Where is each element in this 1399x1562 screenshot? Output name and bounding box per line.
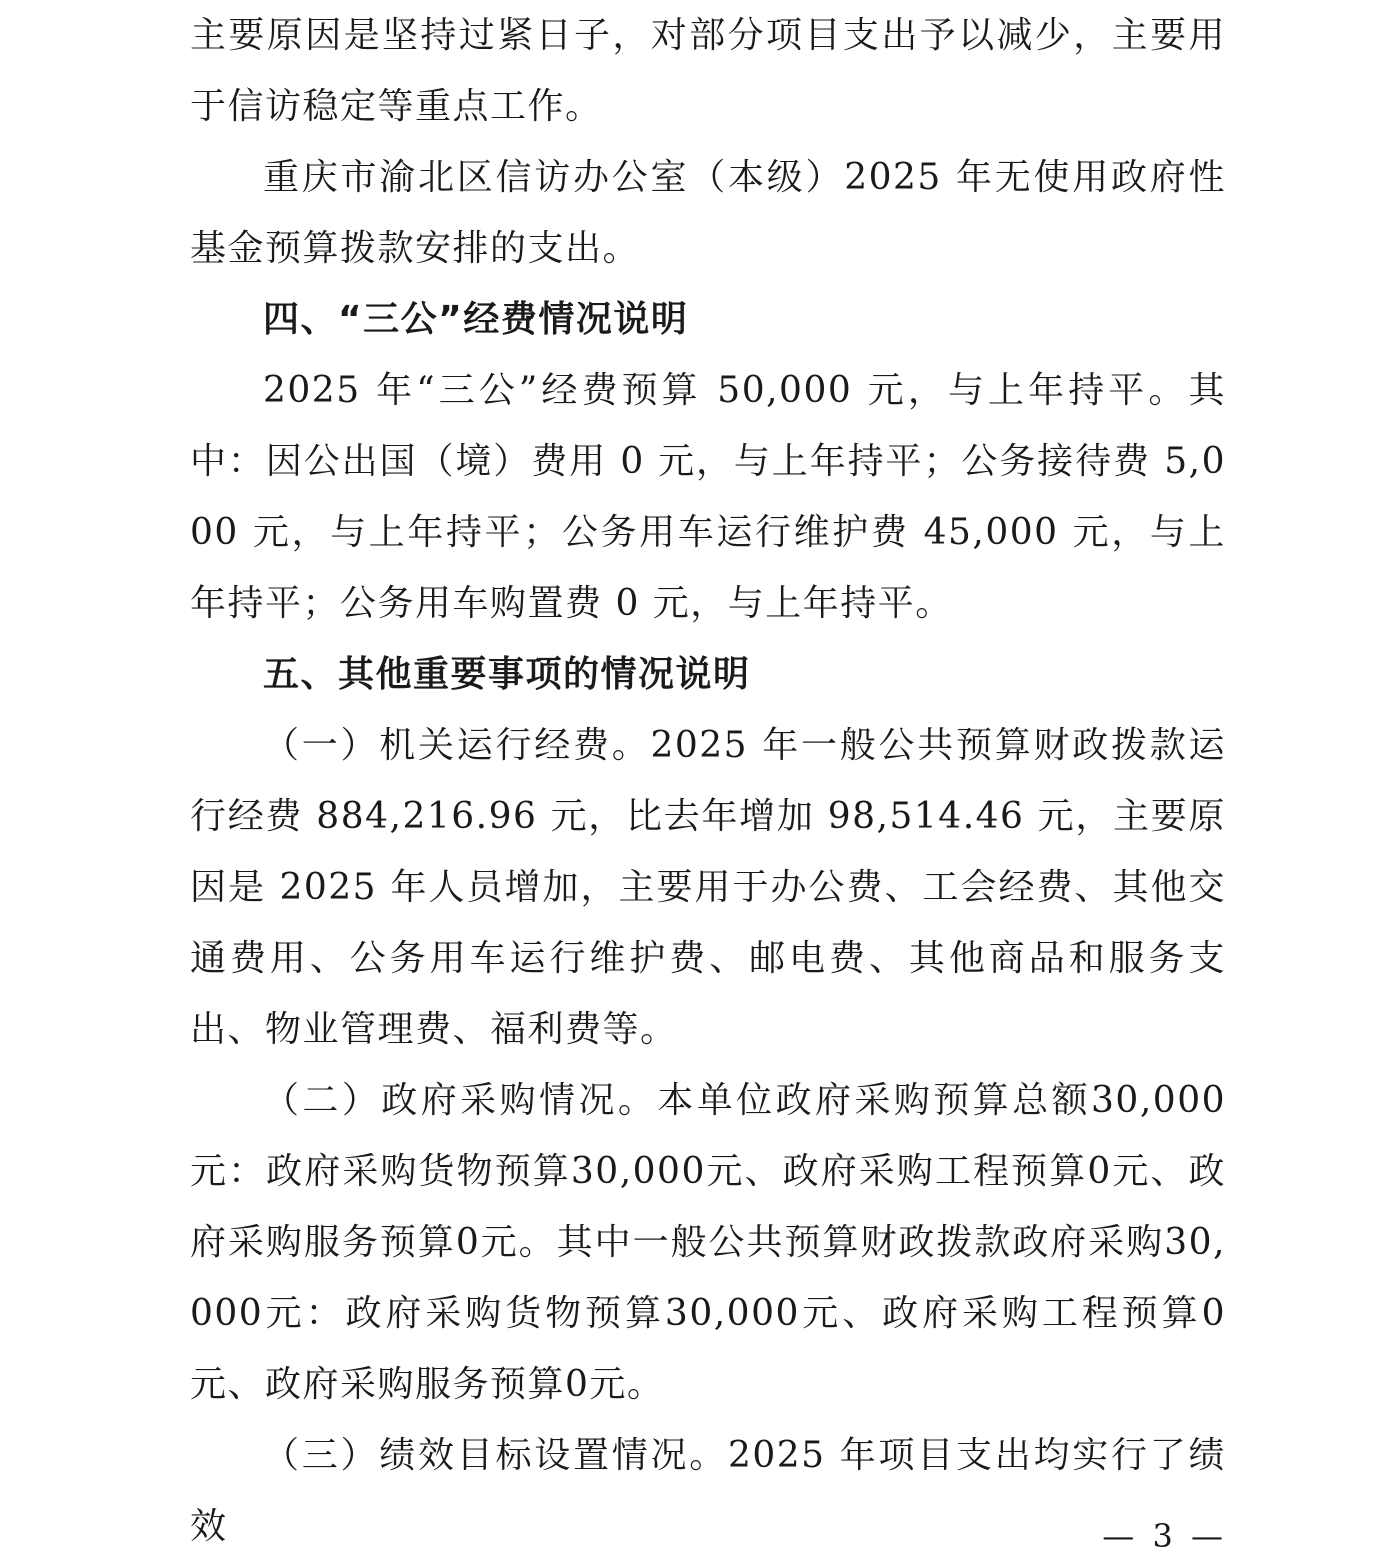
paragraph-three-public-funds: 2025 年“三公”经费预算 50,000 元，与上年持平。其中：因公出国（境）费用 0 元，与上年持平；公务接待费 5,000 元，与上年持平；公务用车运行维护费 45,000 元，与上年持平；公务用车购置费 0 元，与上年持平。	[190, 370, 1226, 624]
paragraph-continuation: 主要原因是坚持过紧日子，对部分项目支出予以减少，主要用于信访稳定等重点工作。	[190, 15, 1226, 127]
document-body	[190, 0, 1226, 1562]
paragraph-fund-budget: 重庆市渝北区信访办公室（本级）2025 年无使用政府性基金预算拨款安排的支出。	[190, 157, 1226, 269]
paragraph-operating-funds: （一）机关运行经费。2025 年一般公共预算财政拨款运行经费 884,216.96 元，比去年增加 98,514.46 元，主要原因是 2025 年人员增加，主要用于办公费、工会经费、其他交通费用、公务用车运行维护费、邮电费、其他商品和服务支出、物业管理费、福利费等。	[190, 725, 1226, 1050]
paragraph-government-procurement: （二）政府采购情况。本单位政府采购预算总额30,000元：政府采购货物预算30,000元、政府采购工程预算0元、政府采购服务预算0元。其中一般公共预算财政拨款政府采购30,000元：政府采购货物预算30,000元、政府采购工程预算0元、政府采购服务预算0元。	[190, 1080, 1226, 1405]
paragraph-performance-targets: （三）绩效目标设置情况。2025 年项目支出均实行了绩效	[190, 1435, 1226, 1547]
page-number: — 3 —	[1102, 1517, 1227, 1555]
section-heading-other-matters: 五、其他重要事项的情况说明	[263, 654, 751, 695]
section-heading-three-public: 四、“三公”经费情况说明	[263, 299, 689, 340]
